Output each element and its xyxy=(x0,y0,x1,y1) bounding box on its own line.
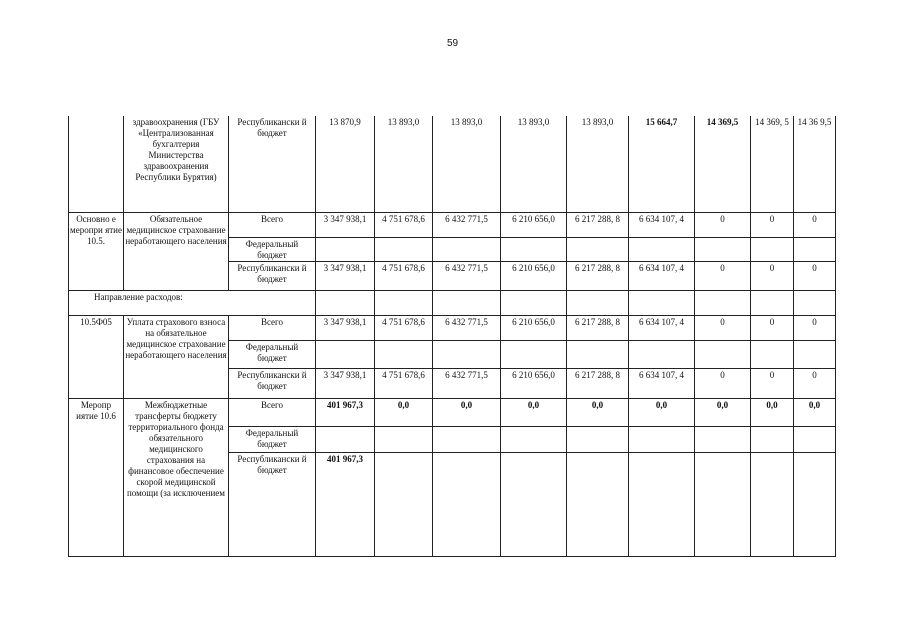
table-row xyxy=(69,290,836,315)
source-cell: Федеральный бюджет xyxy=(229,426,316,452)
code-cell: Меропр иятие 10.6 xyxy=(69,398,124,556)
value-cell: 14 36 9,5 xyxy=(794,116,836,212)
value-cell xyxy=(695,290,751,315)
value-cell xyxy=(567,290,629,315)
value-cell xyxy=(375,452,433,556)
value-cell xyxy=(695,452,751,556)
value-cell: 6 432 771,5 xyxy=(433,368,501,398)
value-cell: 6 210 656,0 xyxy=(501,368,567,398)
value-cell xyxy=(567,340,629,368)
value-cell: 3 347 938,1 xyxy=(316,261,375,290)
value-cell: 0 xyxy=(751,212,794,237)
name-cell: Уплата страхового взноса на обязательное медицинское страхование неработающего населения xyxy=(124,315,229,398)
value-cell xyxy=(501,340,567,368)
value-cell xyxy=(501,290,567,315)
value-cell: 13 893,0 xyxy=(375,116,433,212)
value-cell: 4 751 678,6 xyxy=(375,368,433,398)
value-cell: 0 xyxy=(751,368,794,398)
value-cell xyxy=(751,237,794,261)
value-cell: 0,0 xyxy=(794,398,836,426)
code-cell: Основно е меропри ятие 10.5. xyxy=(69,212,124,290)
value-cell: 3 347 938,1 xyxy=(316,368,375,398)
source-cell: Республикански й бюджет xyxy=(229,368,316,398)
value-cell xyxy=(316,340,375,368)
value-cell: 6 432 771,5 xyxy=(433,315,501,340)
value-cell: 0 xyxy=(794,212,836,237)
value-cell xyxy=(629,452,695,556)
budget-table xyxy=(68,116,836,557)
table-row xyxy=(69,116,836,212)
value-cell: 6 634 107, 4 xyxy=(629,368,695,398)
value-cell: 0,0 xyxy=(433,398,501,426)
value-cell xyxy=(629,237,695,261)
value-cell xyxy=(316,290,375,315)
value-cell xyxy=(629,426,695,452)
value-cell xyxy=(794,426,836,452)
code-cell xyxy=(69,116,124,212)
value-cell xyxy=(375,237,433,261)
value-cell xyxy=(794,290,836,315)
value-cell: 13 893,0 xyxy=(501,116,567,212)
direction-label: Направление расходов: xyxy=(69,290,316,315)
value-cell xyxy=(501,426,567,452)
value-cell xyxy=(433,290,501,315)
value-cell: 4 751 678,6 xyxy=(375,315,433,340)
source-cell: Всего xyxy=(229,315,316,340)
value-cell xyxy=(375,426,433,452)
value-cell: 3 347 938,1 xyxy=(316,315,375,340)
source-cell: Всего xyxy=(229,212,316,237)
value-cell: 13 893,0 xyxy=(567,116,629,212)
value-cell: 0 xyxy=(794,315,836,340)
source-cell: Федеральный бюджет xyxy=(229,237,316,261)
value-cell: 15 664,7 xyxy=(629,116,695,212)
value-cell: 6 217 288, 8 xyxy=(567,315,629,340)
value-cell: 6 634 107, 4 xyxy=(629,261,695,290)
value-cell xyxy=(751,452,794,556)
name-cell: Обязательное медицинское страхование неработающего населения xyxy=(124,212,229,290)
value-cell: 0,0 xyxy=(751,398,794,426)
value-cell: 6 217 288, 8 xyxy=(567,368,629,398)
value-cell: 6 210 656,0 xyxy=(501,212,567,237)
value-cell: 13 893,0 xyxy=(433,116,501,212)
value-cell: 0 xyxy=(751,261,794,290)
value-cell: 0,0 xyxy=(567,398,629,426)
value-cell xyxy=(501,452,567,556)
value-cell: 0,0 xyxy=(629,398,695,426)
value-cell: 0,0 xyxy=(501,398,567,426)
table-row xyxy=(69,398,836,426)
value-cell: 401 967,3 xyxy=(316,398,375,426)
value-cell: 6 210 656,0 xyxy=(501,261,567,290)
value-cell xyxy=(794,452,836,556)
value-cell: 6 432 771,5 xyxy=(433,212,501,237)
value-cell: 13 870,9 xyxy=(316,116,375,212)
source-cell: Республикански й бюджет xyxy=(229,261,316,290)
value-cell xyxy=(794,237,836,261)
value-cell: 0 xyxy=(695,261,751,290)
page-number: 59 xyxy=(446,38,459,49)
value-cell xyxy=(567,237,629,261)
value-cell: 0 xyxy=(794,368,836,398)
source-cell: Федеральный бюджет xyxy=(229,340,316,368)
table-row xyxy=(69,212,836,237)
value-cell: 0 xyxy=(695,212,751,237)
value-cell: 14 369, 5 xyxy=(751,116,794,212)
value-cell: 0 xyxy=(794,261,836,290)
value-cell: 4 751 678,6 xyxy=(375,212,433,237)
value-cell xyxy=(316,237,375,261)
source-cell: Республикански й бюджет xyxy=(229,116,316,212)
value-cell xyxy=(501,237,567,261)
value-cell: 6 634 107, 4 xyxy=(629,212,695,237)
value-cell: 0,0 xyxy=(375,398,433,426)
value-cell xyxy=(751,340,794,368)
value-cell: 14 369,5 xyxy=(695,116,751,212)
value-cell: 4 751 678,6 xyxy=(375,261,433,290)
value-cell xyxy=(433,426,501,452)
value-cell xyxy=(629,340,695,368)
value-cell xyxy=(433,237,501,261)
value-cell xyxy=(794,340,836,368)
value-cell xyxy=(316,426,375,452)
value-cell: 6 634 107, 4 xyxy=(629,315,695,340)
value-cell xyxy=(375,340,433,368)
value-cell: 0 xyxy=(695,368,751,398)
value-cell: 0 xyxy=(695,315,751,340)
name-cell: здравоохранения (ГБУ «Централизованная бухгалтерия Министерства здравоохранения Республики Бурятия) xyxy=(124,116,229,212)
name-cell: Межбюджетные трансферты бюджету территориального фонда обязательного медицинского страхования на финансовое обеспечение скорой медицинской помощи (за исключением xyxy=(124,398,229,556)
table-row xyxy=(69,315,836,340)
value-cell xyxy=(567,426,629,452)
value-cell: 6 217 288, 8 xyxy=(567,261,629,290)
value-cell xyxy=(695,237,751,261)
value-cell: 6 217 288, 8 xyxy=(567,212,629,237)
value-cell: 0 xyxy=(751,315,794,340)
value-cell: 3 347 938,1 xyxy=(316,212,375,237)
value-cell: 6 210 656,0 xyxy=(501,315,567,340)
value-cell xyxy=(751,290,794,315)
value-cell xyxy=(433,340,501,368)
value-cell xyxy=(629,290,695,315)
source-cell: Республикански й бюджет xyxy=(229,452,316,556)
value-cell: 401 967,3 xyxy=(316,452,375,556)
value-cell xyxy=(567,452,629,556)
value-cell xyxy=(695,340,751,368)
value-cell xyxy=(433,452,501,556)
value-cell: 0,0 xyxy=(695,398,751,426)
value-cell xyxy=(695,426,751,452)
value-cell: 6 432 771,5 xyxy=(433,261,501,290)
value-cell xyxy=(751,426,794,452)
code-cell: 10.5Ф05 xyxy=(69,315,124,398)
value-cell xyxy=(375,290,433,315)
source-cell: Всего xyxy=(229,398,316,426)
